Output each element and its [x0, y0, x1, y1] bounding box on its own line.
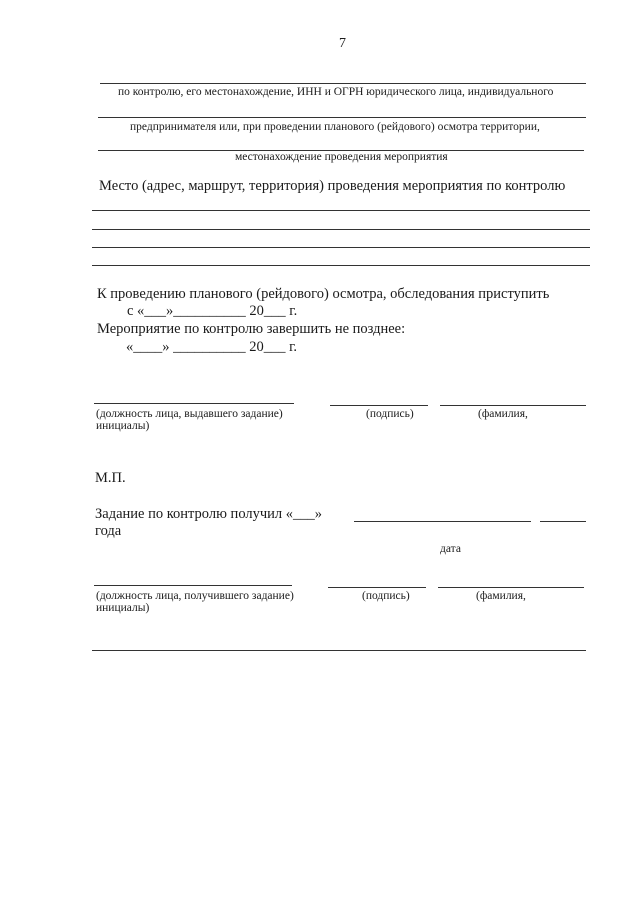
start-date-field[interactable]: с «___»__________ 20___ г.	[127, 303, 298, 319]
receiver-position-caption: (должность лица, получившего задание)	[96, 590, 294, 602]
issuer-position-caption: (должность лица, выдавшего задание)	[96, 408, 283, 420]
issuer-signature-line[interactable]	[330, 405, 428, 406]
receiver-surname-line[interactable]	[438, 587, 584, 588]
header-underline-1	[100, 83, 586, 84]
place-line-3[interactable]	[92, 247, 590, 248]
place-label: Место (адрес, маршрут, территория) проведения мероприятия по контролю	[99, 178, 566, 194]
received-label: Задание по контролю получил «___»	[95, 506, 323, 522]
header-caption-1: по контролю, его местонахождение, ИНН и ОГРН юридического лица, индивидуального	[118, 86, 554, 98]
issuer-initials-caption: инициалы)	[96, 420, 150, 432]
place-line-2[interactable]	[92, 229, 590, 230]
issuer-surname-line[interactable]	[440, 405, 586, 406]
stamp-mark: М.П.	[95, 470, 126, 486]
place-line-4[interactable]	[92, 265, 590, 266]
start-label: К проведению планового (рейдового) осмотра, обследования приступить	[97, 286, 550, 302]
receiver-initials-caption: инициалы)	[96, 602, 150, 614]
receiver-position-line[interactable]	[94, 585, 292, 586]
header-caption-2: предпринимателя или, при проведении планового (рейдового) осмотра территории,	[130, 121, 540, 133]
receiver-signature-caption: (подпись)	[362, 590, 410, 602]
receiver-signature-line[interactable]	[328, 587, 426, 588]
page-number: 7	[339, 36, 346, 51]
received-year-line[interactable]	[540, 521, 586, 522]
issuer-surname-caption: (фамилия,	[478, 408, 528, 420]
finish-label: Мероприятие по контролю завершить не позднее:	[97, 321, 406, 337]
received-date-caption: дата	[440, 543, 461, 555]
closing-rule	[92, 650, 586, 651]
received-date-line[interactable]	[354, 521, 531, 522]
issuer-signature-caption: (подпись)	[366, 408, 414, 420]
finish-date-field[interactable]: «____» __________ 20___ г.	[126, 339, 298, 355]
received-year-word: года	[95, 523, 122, 539]
issuer-position-line[interactable]	[94, 403, 294, 404]
receiver-surname-caption: (фамилия,	[476, 590, 526, 602]
place-line-1[interactable]	[92, 210, 590, 211]
header-underline-2	[98, 117, 586, 118]
header-caption-3: местонахождение проведения мероприятия	[235, 151, 448, 163]
